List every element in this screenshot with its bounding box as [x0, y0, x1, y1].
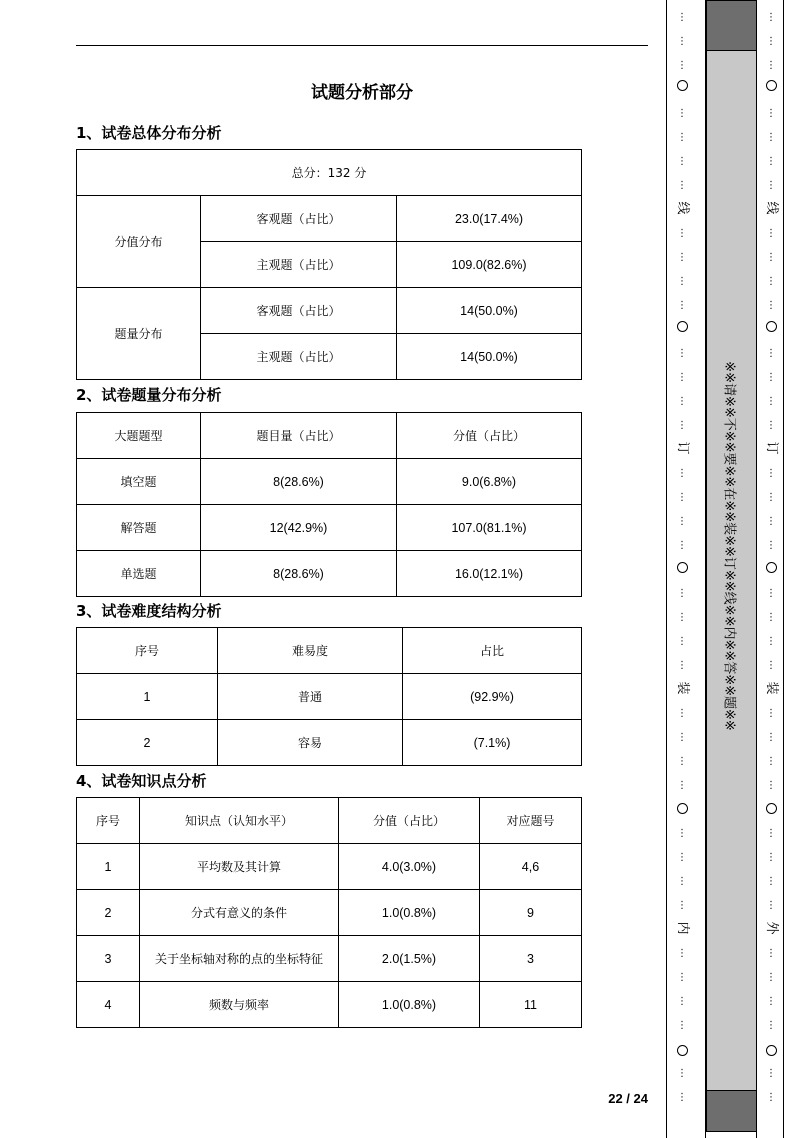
binding-dot: ⋮ — [766, 516, 776, 527]
table-cell: 解答题 — [77, 505, 201, 551]
binding-dot: ⋮ — [766, 1068, 776, 1079]
difficulty-table — [76, 627, 582, 766]
binding-hole-icon — [766, 321, 777, 332]
binding-dot: ⋮ — [766, 612, 776, 623]
table-cell: 主观题（占比） — [201, 242, 397, 288]
overall-distribution-table — [76, 149, 582, 380]
table-cell: 4.0(3.0%) — [339, 844, 480, 890]
binding-label-left: 装 — [675, 681, 690, 695]
binding-dot: ⋮ — [766, 948, 776, 959]
binding-dot: ⋮ — [677, 828, 687, 839]
binding-hole-icon — [766, 562, 777, 573]
table-cell: 12(42.9%) — [201, 505, 397, 551]
table-cell: 普通 — [218, 674, 403, 720]
page-title: 试题分析部分 — [311, 83, 413, 103]
table-cell: 2 — [77, 890, 140, 936]
table-cell: 主观题（占比） — [201, 334, 397, 380]
binding-dot: ⋮ — [677, 948, 687, 959]
binding-dot: ⋮ — [766, 876, 776, 887]
page-number: 22 / 24 — [608, 1091, 648, 1106]
binding-dot: ⋮ — [677, 1092, 687, 1103]
binding-dot: ⋮ — [677, 276, 687, 287]
binding-dot: ⋮ — [677, 708, 687, 719]
binding-dot: ⋮ — [677, 588, 687, 599]
binding-dot: ⋮ — [766, 228, 776, 239]
table-cell: 4 — [77, 982, 140, 1028]
binding-hole-icon — [677, 80, 688, 91]
table-cell: 8(28.6%) — [201, 459, 397, 505]
table-cell: 2.0(1.5%) — [339, 936, 480, 982]
binding-dot: ⋮ — [766, 468, 776, 479]
binding-label-right: 外 — [764, 921, 779, 935]
binding-hole-icon — [677, 321, 688, 332]
binding-dot: ⋮ — [766, 1092, 776, 1103]
binding-dot: ⋮ — [677, 612, 687, 623]
table-cell: (7.1%) — [403, 720, 582, 766]
binding-dot: ⋮ — [766, 972, 776, 983]
binding-dot: ⋮ — [766, 348, 776, 359]
binding-dot: ⋮ — [766, 852, 776, 863]
binding-dot: ⋮ — [677, 852, 687, 863]
table-cell: 1.0(0.8%) — [339, 890, 480, 936]
binding-dot: ⋮ — [766, 372, 776, 383]
binding-dot: ⋮ — [766, 36, 776, 47]
binding-dot: ⋮ — [677, 660, 687, 671]
binding-dot: ⋮ — [766, 660, 776, 671]
binding-warning-text: ※※请※※不※※要※※在※※装※※订※※线※※内※※答※※题※※ — [721, 361, 737, 731]
table-cell: 1.0(0.8%) — [339, 982, 480, 1028]
binding-dot: ⋮ — [766, 300, 776, 311]
table-cell: 1 — [77, 844, 140, 890]
binding-dot: ⋮ — [766, 12, 776, 23]
table-header-cell: 分值（占比） — [339, 798, 480, 844]
binding-dot: ⋮ — [677, 132, 687, 143]
binding-dot: ⋮ — [677, 252, 687, 263]
binding-label-left: 内 — [675, 921, 690, 935]
binding-dot: ⋮ — [766, 732, 776, 743]
table-header-cell: 知识点（认知水平） — [140, 798, 339, 844]
binding-dot: ⋮ — [677, 36, 687, 47]
table-cell: 109.0(82.6%) — [397, 242, 582, 288]
binding-dot: ⋮ — [677, 900, 687, 911]
binding-dot: ⋮ — [677, 180, 687, 191]
table-cell: 107.0(81.1%) — [397, 505, 582, 551]
table-cell: 频数与频率 — [140, 982, 339, 1028]
binding-dot: ⋮ — [677, 492, 687, 503]
binding-dot: ⋮ — [677, 300, 687, 311]
count-dist-label: 题量分布 — [77, 288, 201, 380]
table-header-cell: 题目量（占比） — [201, 413, 397, 459]
table-cell: 14(50.0%) — [397, 334, 582, 380]
table-cell: 1 — [77, 674, 218, 720]
binding-dot: ⋮ — [677, 1068, 687, 1079]
binding-dot: ⋮ — [766, 420, 776, 431]
table-cell: 客观题（占比） — [201, 196, 397, 242]
binding-dot: ⋮ — [766, 108, 776, 119]
table-cell: 9.0(6.8%) — [397, 459, 582, 505]
binding-hole-icon — [766, 803, 777, 814]
table-header-cell: 对应题号 — [480, 798, 582, 844]
binding-dot: ⋮ — [677, 516, 687, 527]
knowledge-point-table — [76, 797, 582, 1028]
question-count-table — [76, 412, 582, 597]
binding-dot: ⋮ — [766, 180, 776, 191]
binding-dot: ⋮ — [766, 708, 776, 719]
table-cell: 3 — [480, 936, 582, 982]
table-cell: 填空题 — [77, 459, 201, 505]
binding-dot: ⋮ — [677, 780, 687, 791]
table-cell: 11 — [480, 982, 582, 1028]
table-cell: (92.9%) — [403, 674, 582, 720]
table-cell: 9 — [480, 890, 582, 936]
binding-dot: ⋮ — [766, 252, 776, 263]
binding-hole-icon — [766, 1045, 777, 1056]
section-4-heading: 4、试卷知识点分析 — [76, 772, 207, 790]
binding-label-right: 装 — [764, 681, 779, 695]
binding-dot: ⋮ — [766, 828, 776, 839]
table-cell: 2 — [77, 720, 218, 766]
binding-dot: ⋮ — [677, 756, 687, 767]
table-cell: 分式有意义的条件 — [140, 890, 339, 936]
table-cell: 容易 — [218, 720, 403, 766]
binding-dot: ⋮ — [677, 420, 687, 431]
binding-dot: ⋮ — [677, 636, 687, 647]
binding-dot: ⋮ — [677, 348, 687, 359]
binding-hole-icon — [766, 80, 777, 91]
binding-dot: ⋮ — [677, 732, 687, 743]
table-cell: 16.0(12.1%) — [397, 551, 582, 597]
binding-dot: ⋮ — [766, 996, 776, 1007]
table-header-cell: 序号 — [77, 628, 218, 674]
table-cell: 23.0(17.4%) — [397, 196, 582, 242]
binding-dot: ⋮ — [677, 972, 687, 983]
table-cell: 3 — [77, 936, 140, 982]
binding-dot: ⋮ — [677, 12, 687, 23]
binding-label-right: 线 — [764, 201, 779, 215]
binding-label-left: 线 — [675, 201, 690, 215]
binding-dot: ⋮ — [766, 492, 776, 503]
binding-dot: ⋮ — [766, 900, 776, 911]
binding-strip-bottom-block — [706, 1090, 757, 1132]
binding-dot: ⋮ — [766, 60, 776, 71]
table-cell: 8(28.6%) — [201, 551, 397, 597]
binding-dot: ⋮ — [766, 1020, 776, 1031]
table-cell: 关于坐标轴对称的点的坐标特征 — [140, 936, 339, 982]
binding-label-left: 订 — [675, 441, 690, 455]
binding-dot: ⋮ — [677, 396, 687, 407]
binding-hole-icon — [677, 1045, 688, 1056]
binding-dot: ⋮ — [677, 996, 687, 1007]
binding-strip-top-block — [706, 0, 757, 51]
binding-hole-icon — [677, 803, 688, 814]
binding-dot: ⋮ — [766, 132, 776, 143]
binding-dot: ⋮ — [677, 876, 687, 887]
section-1-heading: 1、试卷总体分布分析 — [76, 124, 222, 142]
table-header-cell: 难易度 — [218, 628, 403, 674]
table-header-cell: 序号 — [77, 798, 140, 844]
binding-dot: ⋮ — [677, 156, 687, 167]
header-rule — [76, 45, 648, 46]
table-cell: 平均数及其计算 — [140, 844, 339, 890]
binding-dot: ⋮ — [766, 156, 776, 167]
table-cell: 客观题（占比） — [201, 288, 397, 334]
table-cell: 4,6 — [480, 844, 582, 890]
binding-dot: ⋮ — [766, 756, 776, 767]
table-cell: 单选题 — [77, 551, 201, 597]
table-cell: 14(50.0%) — [397, 288, 582, 334]
binding-dot: ⋮ — [677, 108, 687, 119]
binding-dot: ⋮ — [677, 1020, 687, 1031]
score-dist-label: 分值分布 — [77, 196, 201, 288]
binding-dot: ⋮ — [677, 228, 687, 239]
table-header-cell: 大题题型 — [77, 413, 201, 459]
binding-dot: ⋮ — [677, 60, 687, 71]
section-2-heading: 2、试卷题量分布分析 — [76, 386, 222, 404]
binding-dot: ⋮ — [766, 540, 776, 551]
binding-dot: ⋮ — [766, 396, 776, 407]
total-score-cell: 总分：132 分 — [77, 150, 582, 196]
table-header-cell: 分值（占比） — [397, 413, 582, 459]
binding-dot: ⋮ — [766, 636, 776, 647]
binding-dot: ⋮ — [677, 540, 687, 551]
binding-hole-icon — [677, 562, 688, 573]
binding-dot: ⋮ — [766, 780, 776, 791]
binding-label-right: 订 — [764, 441, 779, 455]
binding-dot: ⋮ — [677, 468, 687, 479]
table-header-cell: 占比 — [403, 628, 582, 674]
binding-dot: ⋮ — [677, 372, 687, 383]
binding-dot: ⋮ — [766, 276, 776, 287]
section-3-heading: 3、试卷难度结构分析 — [76, 602, 222, 620]
binding-dot: ⋮ — [766, 588, 776, 599]
